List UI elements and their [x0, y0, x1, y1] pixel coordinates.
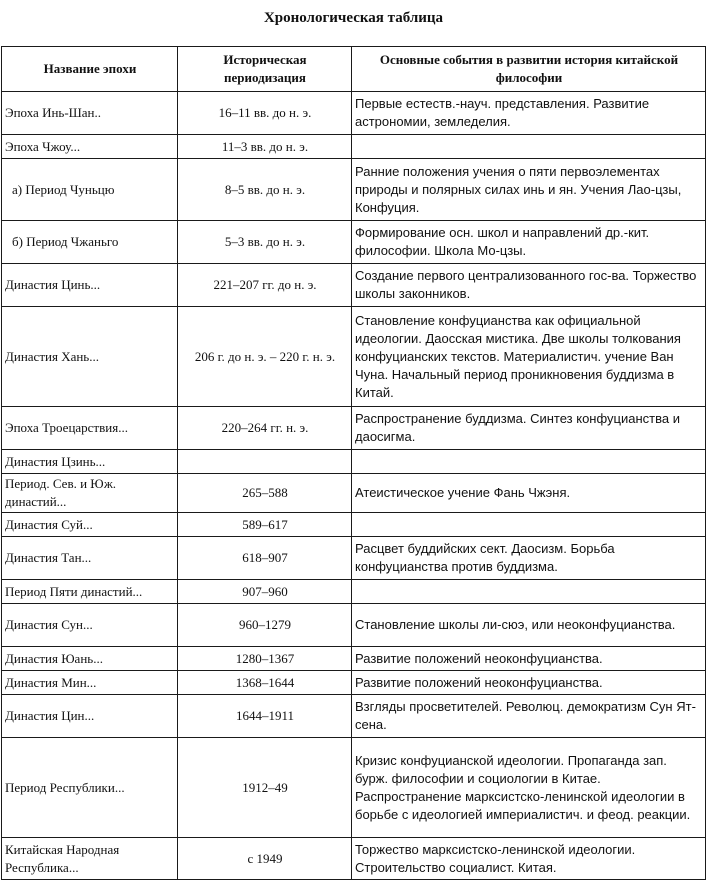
events-cell: Торжество марксистско-ленинской идеологии. Строительство социалист. Китая. [352, 838, 706, 880]
events-cell: Формирование осн. школ и направлений др.-кит. философии. Школа Мо-цзы. [352, 221, 706, 264]
table-row [2, 159, 706, 221]
era-cell: Династия Сун... [2, 604, 178, 647]
period-cell: 1644–1911 [178, 695, 352, 738]
table-row [2, 513, 706, 537]
table-row [2, 307, 706, 407]
events-cell [352, 513, 706, 537]
table-row [2, 604, 706, 647]
era-cell: Эпоха Инь-Шан.. [2, 92, 178, 135]
period-cell: 1280–1367 [178, 647, 352, 671]
events-cell: Атеистическое учение Фань Чжэня. [352, 474, 706, 513]
era-cell: а) Период Чуньцю [2, 159, 178, 221]
header-era: Название эпохи [2, 47, 178, 92]
table-row [2, 695, 706, 738]
period-cell: 5–3 вв. до н. э. [178, 221, 352, 264]
table-row [2, 135, 706, 159]
era-cell: Династия Суй... [2, 513, 178, 537]
table-row [2, 537, 706, 580]
era-cell: Династия Юань... [2, 647, 178, 671]
page-title: Хронологическая таблица [263, 10, 444, 26]
events-cell: Первые естеств.-науч. представления. Развитие астрономии, земледелия. [352, 92, 706, 135]
table-row [2, 738, 706, 838]
era-cell: Династия Хань... [2, 307, 178, 407]
period-cell [178, 450, 352, 474]
era-cell: Период Пяти династий... [2, 580, 178, 604]
events-cell: Становление школы ли-сюэ, или неоконфуцианства. [352, 604, 706, 647]
table-row [2, 580, 706, 604]
events-cell: Развитие положений неоконфуцианства. [352, 647, 706, 671]
events-cell: Становление конфуцианства как официальной идеологии. Даосская мистика. Две школы толкования конфуцианских текстов. Материалистич. учение Ван Чуна. Начальный период проникновения буддизма в Китай. [352, 307, 706, 407]
events-cell [352, 135, 706, 159]
period-cell: 11–3 вв. до н. э. [178, 135, 352, 159]
events-cell [352, 450, 706, 474]
events-cell: Ранние положения учения о пяти первоэлементах природы и полярных силах инь и ян. Учения Лао-цзы, Конфуция. [352, 159, 706, 221]
era-cell: Династия Цинь... [2, 264, 178, 307]
table-row [2, 474, 706, 513]
era-cell: Китайская Народная Республика... [2, 838, 178, 880]
events-cell: Взгляды просветителей. Революц. демократизм Сун Ят-сена. [352, 695, 706, 738]
table-row [2, 647, 706, 671]
table-row [2, 221, 706, 264]
period-cell: 16–11 вв. до н. э. [178, 92, 352, 135]
period-cell: 206 г. до н. э. – 220 г. н. э. [178, 307, 352, 407]
table-row [2, 838, 706, 880]
period-cell: 1912–49 [178, 738, 352, 838]
events-cell: Развитие положений неоконфуцианства. [352, 671, 706, 695]
era-cell: Династия Мин... [2, 671, 178, 695]
events-cell: Расцвет буддийских сект. Даосизм. Борьба конфуцианства против буддизма. [352, 537, 706, 580]
era-cell: б) Период Чжаньго [2, 221, 178, 264]
era-cell: Эпоха Чжоу... [2, 135, 178, 159]
period-cell: 1368–1644 [178, 671, 352, 695]
period-cell: 907–960 [178, 580, 352, 604]
era-cell: Династия Цзинь... [2, 450, 178, 474]
header-period: Историческая периодизация [178, 47, 352, 92]
table-row [2, 450, 706, 474]
period-cell: 960–1279 [178, 604, 352, 647]
events-cell: Кризис конфуцианской идеологии. Пропаганда зап. бурж. философии и социологии в Китае. Распространение марксистско-ленинской идеологии в борьбе с идеологией империалистич. и феод. реакции. [352, 738, 706, 838]
period-cell: 220–264 гг. н. э. [178, 407, 352, 450]
period-cell: с 1949 [178, 838, 352, 880]
table-row [2, 671, 706, 695]
header-row [2, 47, 706, 92]
period-cell: 221–207 гг. до н. э. [178, 264, 352, 307]
period-cell: 589–617 [178, 513, 352, 537]
table-row [2, 407, 706, 450]
period-cell: 618–907 [178, 537, 352, 580]
period-cell: 265–588 [178, 474, 352, 513]
era-cell: Эпоха Троецарствия... [2, 407, 178, 450]
events-cell: Создание первого централизованного гос-ва. Торжество школы законников. [352, 264, 706, 307]
table-row [2, 264, 706, 307]
era-cell: Период. Сев. и Юж. династий... [2, 474, 178, 513]
events-cell [352, 580, 706, 604]
era-cell: Династия Цин... [2, 695, 178, 738]
chronology-table [1, 46, 706, 880]
header-events: Основные события в развитии история китайской философии [352, 47, 706, 92]
era-cell: Период Республики... [2, 738, 178, 838]
era-cell: Династия Тан... [2, 537, 178, 580]
table-row [2, 92, 706, 135]
period-cell: 8–5 вв. до н. э. [178, 159, 352, 221]
events-cell: Распространение буддизма. Синтез конфуцианства и даосигма. [352, 407, 706, 450]
